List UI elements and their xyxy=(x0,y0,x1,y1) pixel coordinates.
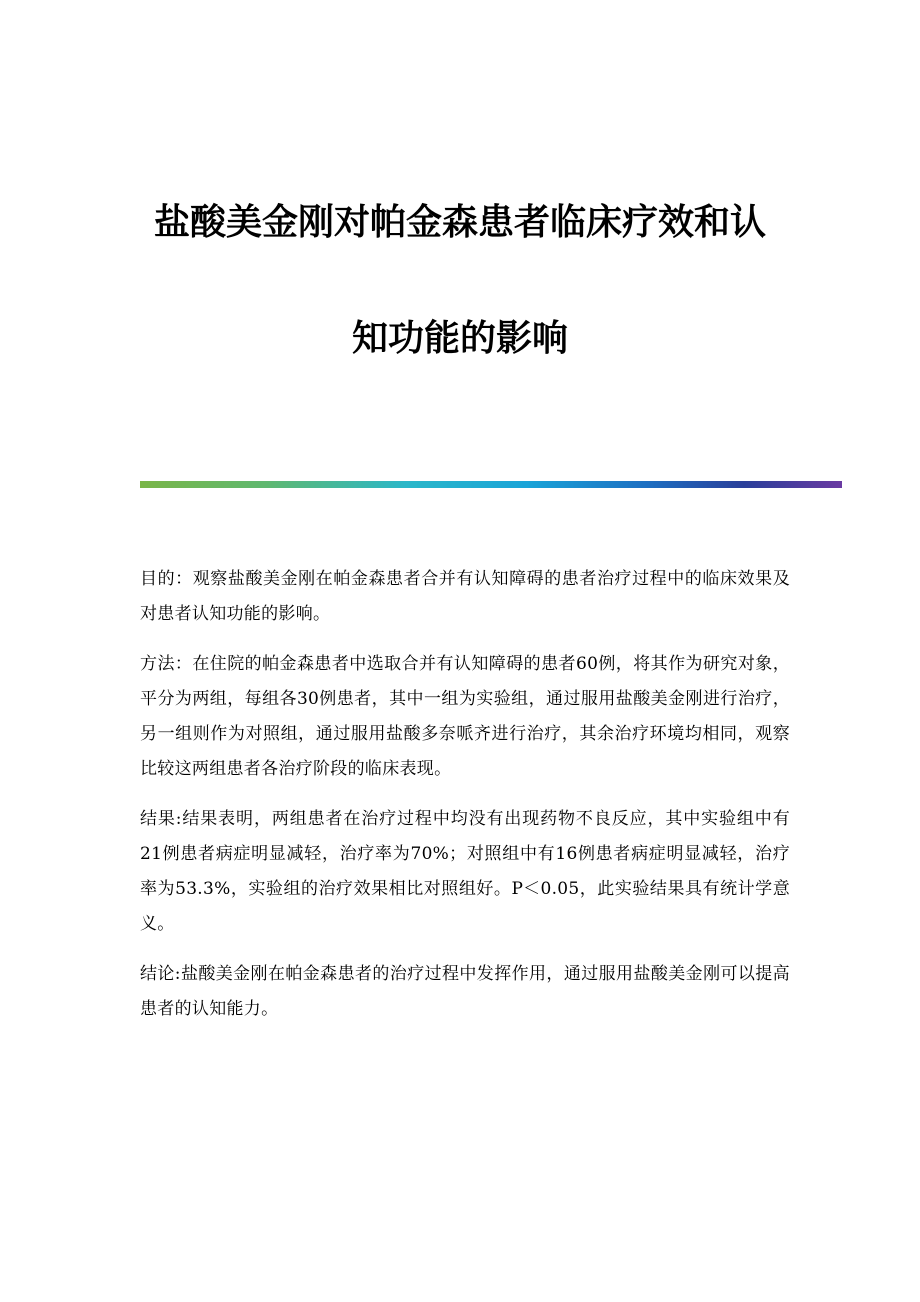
title-line-1: 盐酸美金刚对帕金森患者临床疗效和认 xyxy=(153,202,766,243)
paragraph-conclusion: 结论:盐酸美金刚在帕金森患者的治疗过程中发挥作用，通过服用盐酸美金刚可以提高患者的认知能力。 xyxy=(140,964,790,1019)
title-line-2: 知功能的影响 xyxy=(351,318,568,359)
paragraph-methods: 方法：在住院的帕金森患者中选取合并有认知障碍的患者60例，将其作为研究对象，平分为两组，每组各30例患者，其中一组为实验组，通过服用盐酸美金刚进行治疗，另一组则作为对照组，通过服用盐酸多奈哌齐进行治疗，其余治疗环境均相同，观察比较这两组患者各治疗阶段的临床表现。 xyxy=(140,654,790,779)
title-divider xyxy=(140,481,842,488)
paragraph-objective: 目的：观察盐酸美金刚在帕金森患者合并有认知障碍的患者治疗过程中的临床效果及对患者认知功能的影响。 xyxy=(140,569,790,624)
abstract-section xyxy=(140,562,790,1042)
document-title xyxy=(90,202,830,359)
paragraph-results: 结果:结果表明，两组患者在治疗过程中均没有出现药物不良反应，其中实验组中有21例患者病症明显减轻，治疗率为70%；对照组中有16例患者病症明显减轻，治疗率为53.3%，实验组的治疗效果相比对照组好。P＜0.05，此实验结果具有统计学意义。 xyxy=(140,809,790,934)
